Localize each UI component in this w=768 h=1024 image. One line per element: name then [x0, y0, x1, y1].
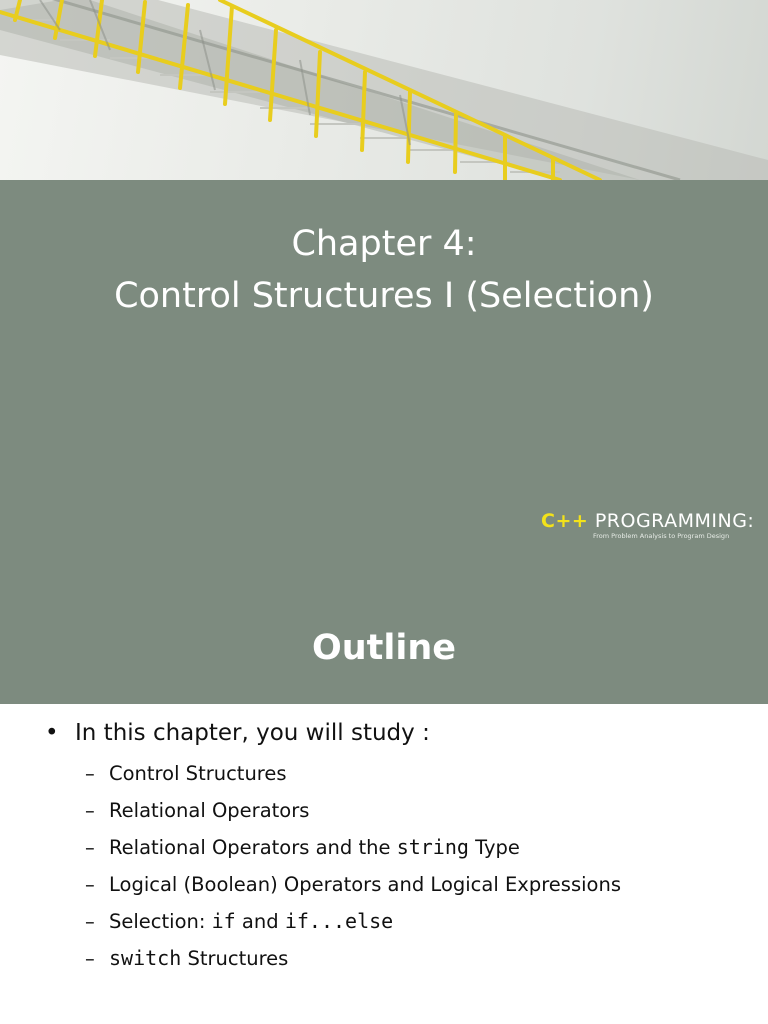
topic-item [85, 792, 745, 829]
topic-item [85, 866, 745, 903]
topic-item [85, 940, 745, 977]
code-keyword: string [396, 835, 469, 859]
outline-title: Outline [311, 628, 457, 668]
code-keyword: switch [109, 946, 182, 970]
topic-text: Relational Operators and the [109, 836, 397, 859]
logo-programming: PROGRAMMING: [588, 510, 755, 532]
topic-text: Selection: [109, 910, 212, 933]
cpp-programming-logo [541, 510, 755, 550]
topic-item [85, 755, 745, 792]
chapter-name: Control Structures I (Selection) [114, 276, 654, 316]
staircase-railing-graphic [0, 0, 768, 180]
topic-text: Structures [181, 947, 289, 970]
staircase-photo [0, 0, 768, 180]
chapter-title [0, 218, 768, 322]
topic-text: Relational Operators [109, 799, 310, 822]
topic-item [85, 903, 745, 940]
topic-list [85, 755, 745, 977]
outline-intro: • In this chapter, you will study : [45, 715, 745, 751]
code-keyword: if [211, 909, 236, 933]
topic-text: Control Structures [109, 762, 287, 785]
topic-text: and [235, 910, 285, 933]
logo-wordmark [541, 510, 755, 532]
topic-text: Type [468, 836, 520, 859]
logo-subtitle: From Problem Analysis to Program Design [593, 532, 730, 540]
chapter-number: Chapter 4: [291, 224, 477, 264]
topic-item [85, 829, 745, 866]
code-keyword: if...else [284, 909, 394, 933]
outline-content [45, 715, 745, 977]
logo-cpp: C++ [541, 510, 589, 532]
topic-text: Logical (Boolean) Operators and Logical Expressions [109, 873, 621, 896]
